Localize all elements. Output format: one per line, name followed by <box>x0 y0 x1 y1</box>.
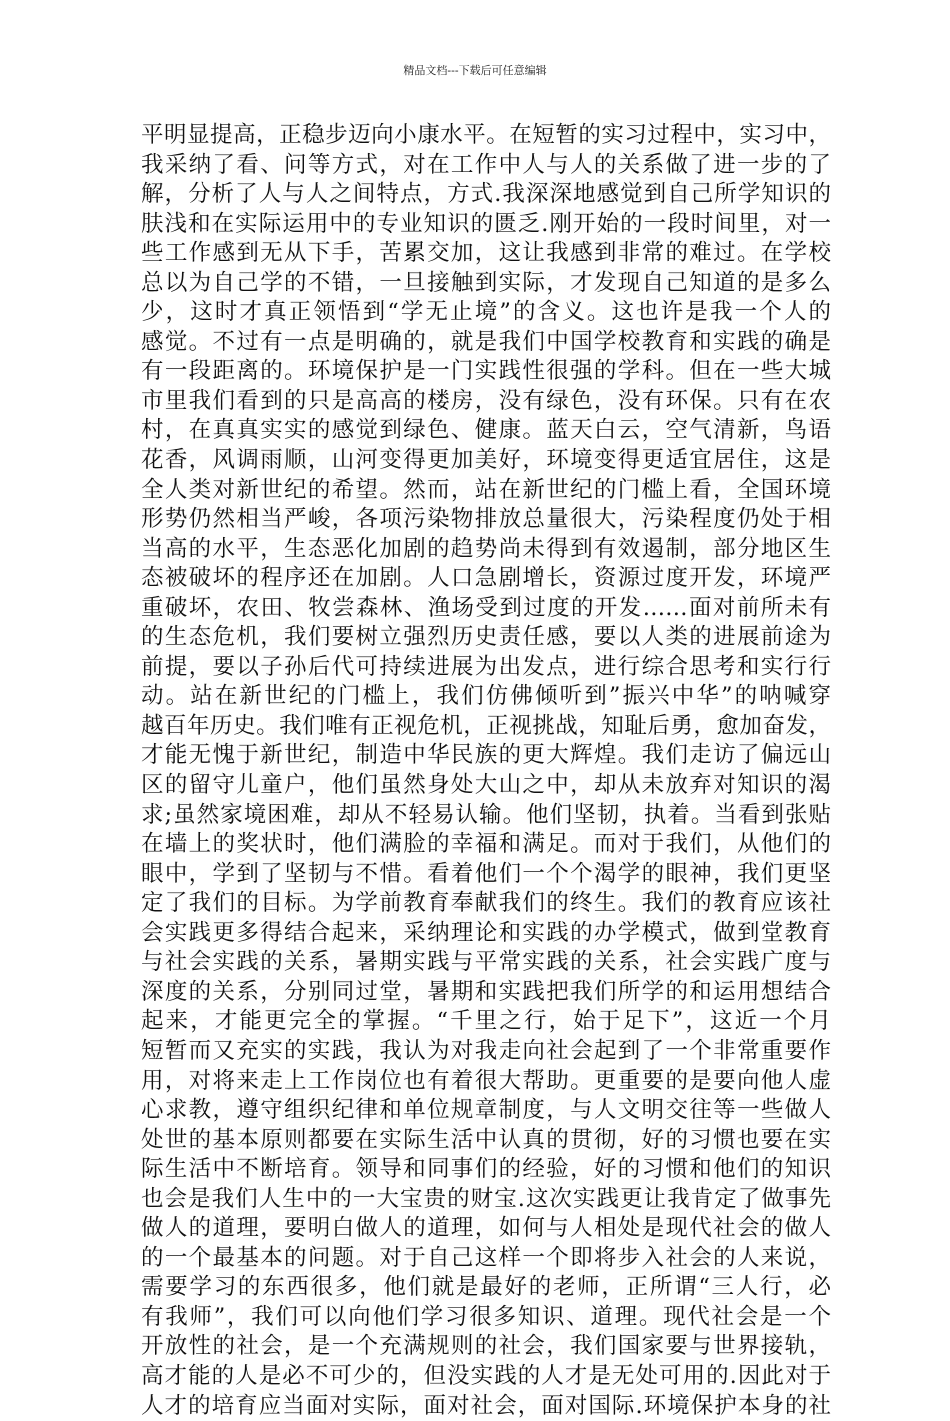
text-line: 村，在真真实实的感觉到绿色、健康。蓝天白云，空气清新，鸟语 <box>141 417 831 444</box>
text-line: 定了我们的目标。为学前教育奉献我们的终生。我们的教育应该社 <box>141 890 831 917</box>
text-line: 也会是我们人生中的一大宝贵的财宝.这次实践更让我肯定了做事先 <box>141 1185 831 1212</box>
text-line: 花香，风调雨顺，山河变得更加美好，环境变得更适宜居住，这是 <box>141 447 831 474</box>
text-line: 区的留守儿童户，他们虽然身处大山之中，却从未放弃对知识的渴 <box>141 772 831 799</box>
text-line: 深度的关系，分别同过堂，暑期和实践把我们所学的和运用想结合 <box>141 978 831 1005</box>
text-line: 市里我们看到的只是高高的楼房，没有绿色，没有环保。只有在农 <box>141 387 831 414</box>
text-line: 短暂而又充实的实践，我认为对我走向社会起到了一个非常重要作 <box>141 1037 831 1064</box>
text-line: 全人类对新世纪的希望。然而，站在新世纪的门槛上看，全国环境 <box>141 476 831 503</box>
text-line: 心求教，遵守组织纪律和单位规章制度，与人文明交往等一些做人 <box>141 1097 831 1124</box>
text-line: 在墙上的奖状时，他们满脸的幸福和满足。而对于我们，从他们的 <box>141 831 831 858</box>
text-line: 当高的水平，生态恶化加剧的趋势尚未得到有效遏制，部分地区生 <box>141 535 831 562</box>
text-line: 前提，要以子孙后代可持续进展为出发点，进行综合思考和实行行 <box>141 653 831 680</box>
text-line: 用，对将来走上工作岗位也有着很大帮助。更重要的是要向他人虚 <box>141 1067 831 1094</box>
text-line: 越百年历史。我们唯有正视危机，正视挑战，知耻后勇，愈加奋发， <box>141 712 831 739</box>
text-line: 解，分析了人与人之间特点，方式.我深深地感觉到自己所学知识的 <box>141 181 831 208</box>
text-line: 少，这时才真正领悟到“学无止境”的含义。这也许是我一个人的 <box>141 299 831 326</box>
text-line: 会实践更多得结合起来，采纳理论和实践的办学模式，做到堂教育 <box>141 919 831 946</box>
text-line: 我采纳了看、问等方式，对在工作中人与人的关系做了进一步的了 <box>141 151 831 178</box>
text-line: 的生态危机，我们要树立强烈历史责任感，要以人类的进展前途为 <box>141 624 831 651</box>
page-header: 精品文档---下载后可任意编辑 <box>403 64 547 77</box>
document-body <box>141 121 831 1421</box>
text-line: 形势仍然相当严峻，各项污染物排放总量很大，污染程度仍处于相 <box>141 506 831 533</box>
text-line: 些工作感到无从下手，苦累交加，这让我感到非常的难过。在学校 <box>141 240 831 267</box>
text-line: 需要学习的东西很多，他们就是最好的老师，正所谓“三人行，必 <box>141 1274 831 1301</box>
text-line: 起来，才能更完全的掌握。“千里之行，始于足下”，这近一个月 <box>141 1008 831 1035</box>
text-line: 态被破坏的程序还在加剧。人口急剧增长，资源过度开发，环境严 <box>141 565 831 592</box>
text-line: 际生活中不断培育。领导和同事们的经验，好的习惯和他们的知识 <box>141 1156 831 1183</box>
text-line: 重破坏，农田、牧尝森林、渔场受到过度的开发……面对前所未有 <box>141 594 831 621</box>
text-line: 才能无愧于新世纪，制造中华民族的更大辉煌。我们走访了偏远山 <box>141 742 831 769</box>
text-line: 有一段距离的。环境保护是一门实践性很强的学科。但在一些大城 <box>141 358 831 385</box>
text-line: 感觉。不过有一点是明确的，就是我们中国学校教育和实践的确是 <box>141 328 831 355</box>
text-line: 有我师”，我们可以向他们学习很多知识、道理。现代社会是一个 <box>141 1303 831 1330</box>
text-line: 总以为自己学的不错，一旦接触到实际，才发现自己知道的是多么 <box>141 269 831 296</box>
text-line: 人才的培育应当面对实际，面对社会，面对国际.环境保护本身的社 <box>141 1392 831 1419</box>
text-line: 高才能的人是必不可少的，但没实践的人才是无处可用的.因此对于 <box>141 1362 831 1389</box>
text-line: 眼中，学到了坚韧与不惜。看着他们一个个渴学的眼神，我们更坚 <box>141 860 831 887</box>
text-line: 处世的基本原则都要在实际生活中认真的贯彻，好的习惯也要在实 <box>141 1126 831 1153</box>
text-line: 做人的道理，要明白做人的道理，如何与人相处是现代社会的做人 <box>141 1215 831 1242</box>
text-line: 平明显提高，正稳步迈向小康水平。在短暂的实习过程中，实习中， <box>141 122 831 148</box>
text-line: 的一个最基本的问题。对于自己这样一个即将步入社会的人来说， <box>141 1244 831 1271</box>
text-line: 肤浅和在实际运用中的专业知识的匮乏.刚开始的一段时间里，对一 <box>141 210 831 237</box>
text-line: 动。站在新世纪的门槛上，我们仿佛倾听到”振兴中华”的呐喊穿 <box>141 683 831 710</box>
text-line: 求;虽然家境困难，却从不轻易认输。他们坚韧，执着。当看到张贴 <box>141 801 831 828</box>
text-line: 开放性的社会，是一个充满规则的社会，我们国家要与世界接轨， <box>141 1333 831 1360</box>
text-line: 与社会实践的关系，暑期实践与平常实践的关系，社会实践广度与 <box>141 949 831 976</box>
